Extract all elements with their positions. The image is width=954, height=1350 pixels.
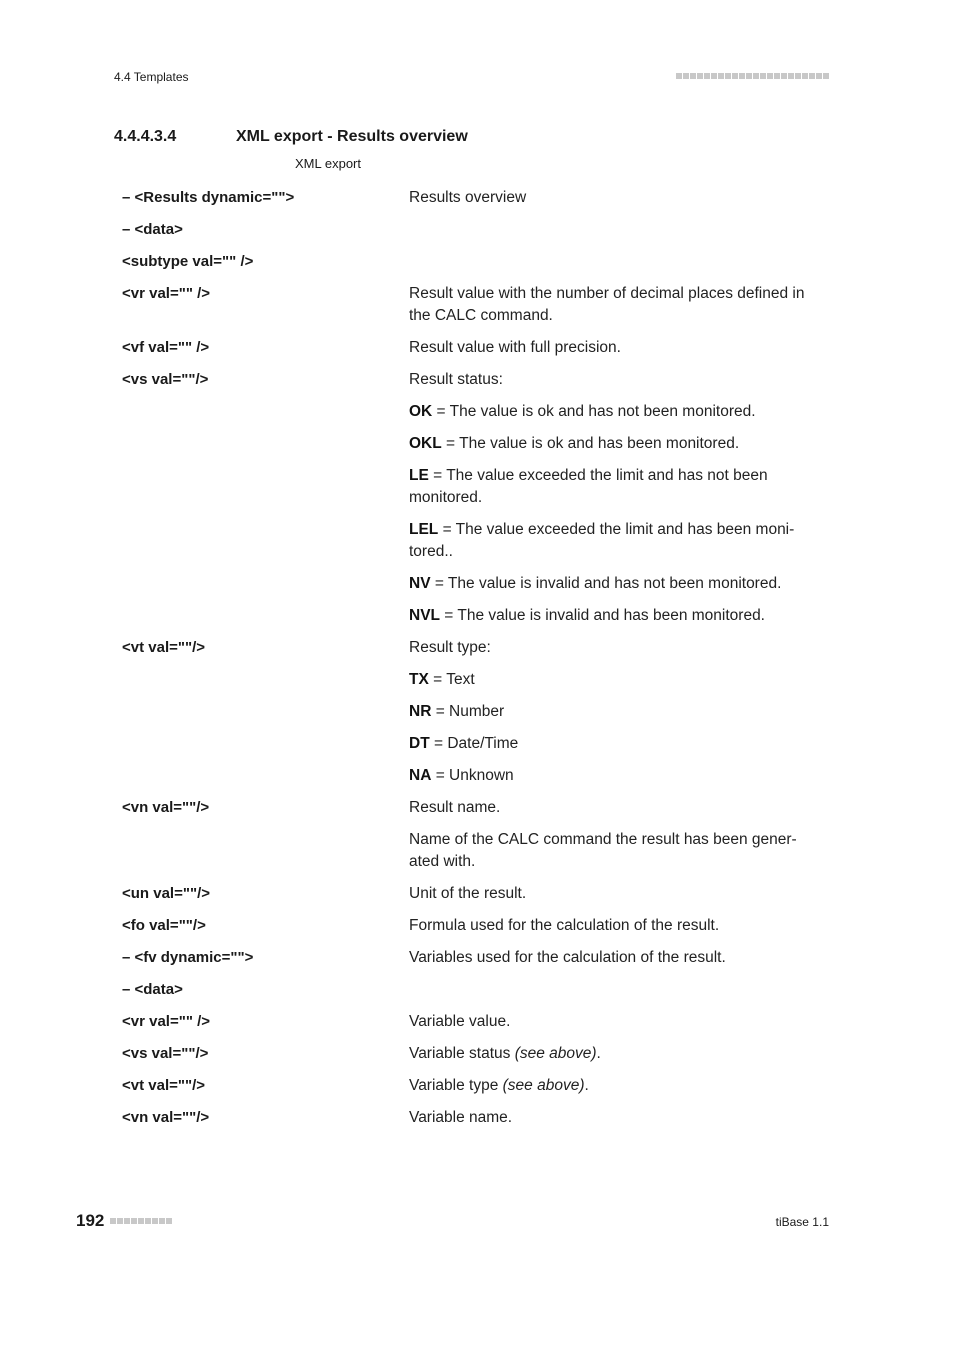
decoration-square (739, 73, 745, 79)
decoration-square (774, 73, 780, 79)
description-text: = The value exceeded the limit and has been moni-tored.. (409, 521, 795, 560)
row-key: <vn val=""/> (122, 1109, 210, 1126)
running-header-section: 4.4 Templates (114, 70, 189, 84)
decoration-square (166, 1218, 172, 1224)
row-description (409, 187, 819, 219)
decoration-square (690, 73, 696, 79)
description-paragraph (409, 797, 819, 819)
description-paragraph (409, 883, 819, 905)
decoration-square (711, 73, 717, 79)
description-text: = The value is invalid and has not been monitored. (430, 575, 782, 592)
decoration-square (159, 1218, 165, 1224)
row-description (409, 637, 819, 797)
description-paragraph (409, 1011, 819, 1033)
table-row (122, 797, 822, 883)
description-text: Result value with the number of decimal places defined in the CALC command. (409, 285, 805, 324)
table-row (122, 251, 822, 283)
description-text: Variable value. (409, 1013, 511, 1030)
description-paragraph (409, 637, 819, 659)
row-description (409, 337, 819, 369)
decoration-square (704, 73, 710, 79)
row-description (409, 1107, 819, 1139)
decoration-square (152, 1218, 158, 1224)
section-heading (114, 128, 468, 146)
description-paragraph (409, 669, 819, 691)
row-key: – <data> (122, 981, 183, 998)
status-code: NVL (409, 607, 440, 624)
table-row (122, 979, 822, 1011)
section-title: XML export - Results overview (236, 128, 468, 145)
row-description (409, 369, 819, 637)
description-text: Results overview (409, 189, 527, 206)
table-row (122, 637, 822, 797)
decoration-square (725, 73, 731, 79)
table-row (122, 1043, 822, 1075)
decoration-square (718, 73, 724, 79)
description-paragraph (409, 701, 819, 723)
decoration-square (802, 73, 808, 79)
row-description (409, 797, 819, 883)
decoration-square (795, 73, 801, 79)
status-code: OK (409, 403, 433, 420)
row-description (409, 947, 819, 979)
table-row (122, 337, 822, 369)
status-code: LE (409, 467, 429, 484)
row-key: <vn val=""/> (122, 799, 210, 816)
description-paragraph (409, 187, 819, 209)
row-description (409, 283, 819, 337)
row-key: <vr val="" /> (122, 285, 211, 302)
decoration-square (816, 73, 822, 79)
row-description (409, 915, 819, 947)
description-paragraph (409, 433, 819, 455)
description-paragraph (409, 519, 819, 563)
footer-decoration-squares (110, 1218, 172, 1224)
description-paragraph (409, 573, 819, 595)
description-text: Formula used for the calculation of the result. (409, 917, 720, 934)
row-key: <vt val=""/> (122, 639, 206, 656)
decoration-square (746, 73, 752, 79)
table-row (122, 219, 822, 251)
table-row (122, 883, 822, 915)
section-subtitle: XML export (295, 156, 361, 171)
description-text: Result name. (409, 799, 501, 816)
description-paragraph (409, 337, 819, 359)
decoration-square (676, 73, 682, 79)
description-paragraph (409, 369, 819, 391)
description-text: . (584, 1077, 589, 1094)
description-paragraph (409, 1075, 819, 1097)
decoration-square (760, 73, 766, 79)
description-text: Variable status (409, 1045, 515, 1062)
description-paragraph (409, 1043, 819, 1065)
description-paragraph (409, 733, 819, 755)
description-text: Unit of the result. (409, 885, 527, 902)
definition-table (122, 187, 822, 1139)
status-code: DT (409, 735, 430, 752)
description-text: = Date/Time (429, 735, 519, 752)
decoration-square (131, 1218, 137, 1224)
status-code: NR (409, 703, 432, 720)
description-paragraph (409, 829, 819, 873)
description-text: = The value exceeded the limit and has not been monitored. (409, 467, 768, 506)
description-paragraph (409, 947, 819, 969)
description-text: Variable name. (409, 1109, 513, 1126)
section-number: 4.4.4.3.4 (114, 128, 177, 145)
table-row (122, 369, 822, 637)
row-key: <subtype val="" /> (122, 253, 254, 270)
description-paragraph (409, 765, 819, 787)
description-text: Result value with full precision. (409, 339, 621, 356)
description-text: Result type: (409, 639, 491, 656)
description-text: Variable type (409, 1077, 503, 1094)
table-row (122, 1011, 822, 1043)
row-description (409, 1043, 819, 1075)
description-paragraph (409, 283, 819, 327)
row-key: <un val=""/> (122, 885, 211, 902)
table-row (122, 915, 822, 947)
row-key: – <Results dynamic=""> (122, 189, 295, 206)
page-number: 192 (76, 1211, 105, 1230)
description-paragraph (409, 465, 819, 509)
decoration-square (697, 73, 703, 79)
description-text: Result status: (409, 371, 503, 388)
table-row (122, 187, 822, 219)
description-empty (409, 979, 819, 1001)
decoration-square (767, 73, 773, 79)
description-empty (409, 219, 819, 241)
description-empty (409, 251, 819, 273)
status-code: NV (409, 575, 431, 592)
description-text: = The value is ok and has not been monitored. (432, 403, 756, 420)
decoration-square (823, 73, 829, 79)
header-decoration-squares (676, 73, 829, 79)
row-key: <vs val=""/> (122, 1045, 209, 1062)
table-row (122, 947, 822, 979)
description-text: . (596, 1045, 601, 1062)
status-code: NA (409, 767, 432, 784)
description-text: = Number (431, 703, 505, 720)
decoration-square (753, 73, 759, 79)
description-text: = The value is invalid and has been monitored. (440, 607, 765, 624)
description-text: Variables used for the calculation of the result. (409, 949, 726, 966)
description-text: = Unknown (431, 767, 514, 784)
decoration-square (124, 1218, 130, 1224)
description-paragraph (409, 605, 819, 627)
footer-product: tiBase 1.1 (775, 1215, 829, 1229)
row-key: <fo val=""/> (122, 917, 206, 934)
description-paragraph (409, 915, 819, 937)
decoration-square (117, 1218, 123, 1224)
decoration-square (145, 1218, 151, 1224)
status-code: OKL (409, 435, 442, 452)
decoration-square (732, 73, 738, 79)
description-text: (see above) (502, 1077, 585, 1094)
decoration-square (138, 1218, 144, 1224)
table-row (122, 283, 822, 337)
description-text: = The value is ok and has been monitored. (441, 435, 740, 452)
row-description (409, 1011, 819, 1043)
description-paragraph (409, 401, 819, 423)
table-row (122, 1075, 822, 1107)
row-description (409, 219, 819, 251)
status-code: TX (409, 671, 429, 688)
decoration-square (788, 73, 794, 79)
decoration-square (809, 73, 815, 79)
row-key: <vf val="" /> (122, 339, 210, 356)
row-key: – <data> (122, 221, 183, 238)
description-text: (see above) (514, 1045, 597, 1062)
decoration-square (110, 1218, 116, 1224)
row-description (409, 1075, 819, 1107)
decoration-square (781, 73, 787, 79)
description-paragraph (409, 1107, 819, 1129)
row-description (409, 251, 819, 283)
row-key: <vt val=""/> (122, 1077, 206, 1094)
row-description (409, 883, 819, 915)
footer-page-number (76, 1211, 172, 1231)
row-key: <vs val=""/> (122, 371, 209, 388)
description-text: Name of the CALC command the result has been gener-ated with. (409, 831, 797, 870)
description-text: = Text (428, 671, 475, 688)
row-description (409, 979, 819, 1011)
row-key: <vr val="" /> (122, 1013, 211, 1030)
status-code: LEL (409, 521, 439, 538)
table-row (122, 1107, 822, 1139)
decoration-square (683, 73, 689, 79)
row-key: – <fv dynamic=""> (122, 949, 254, 966)
